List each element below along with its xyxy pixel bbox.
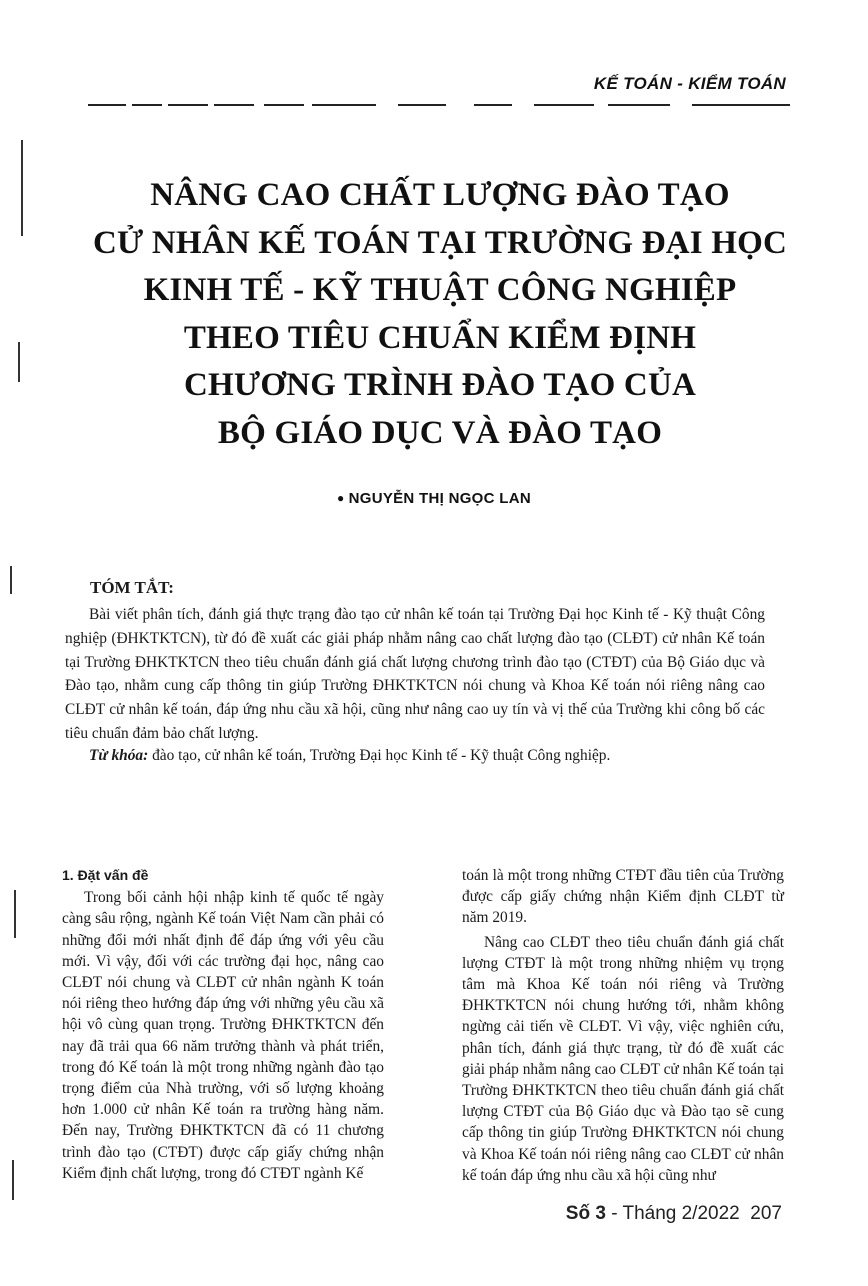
header-dash [168,104,208,106]
title-line: KINH TẾ - KỸ THUẬT CÔNG NGHIỆP [143,272,737,308]
header-dash [692,104,790,106]
margin-mark [12,1160,14,1200]
margin-mark [21,140,23,236]
author-name: NGUYỄN THỊ NGỌC LAN [348,490,531,507]
issue-label: Số 3 [565,1203,606,1224]
abstract-body [65,603,765,746]
keywords-text: đào tạo, cử nhân kế toán, Trường Đại học Kinh tế - Kỹ thuật Công nghiệp. [148,747,611,764]
margin-mark [18,342,20,382]
article-title [60,172,820,457]
margin-mark [14,890,16,938]
page-footer [566,1203,782,1225]
header-dash [534,104,594,106]
keywords-label: Từ khóa: [89,747,149,764]
issue-date: - Tháng 2/2022 [605,1203,740,1224]
header-dash [312,104,376,106]
header-dash [214,104,254,106]
header-dash [132,104,162,106]
header-dash [608,104,670,106]
body-column-left [62,865,384,1184]
keywords [89,747,610,765]
paragraph: Trong bối cảnh hội nhập kinh tế quốc tế ngày càng sâu rộng, ngành Kế toán Việt Nam cần phải có những đổi mới nhất định để đáp ứng với yêu cầu mới. Vì vậy, đối với các trường đại học, nâng cao CLĐT nói chung và CLĐT cử nhân ngành K toán nói riêng theo hướng đáp ứng với những yêu cầu xã hội vô cùng quan trọng. Trường ĐHKTKTCN đến nay đã trải qua 66 năm trưởng thành và phát triển, trong đó Kế toán là một trong những ngành đào tạo trọng điểm của Nhà trường, với số lượng khoảng hơn 1.000 cử nhân Kế toán ra trường hàng năm. Đến nay, Trường ĐHKTKTCN đã có 11 chương trình đào tạo (CTĐT) được cấp giấy chứng nhận Kiểm định chất lượng, trong đó CTĐT ngành Kế [62,889,384,1182]
bullet-icon: ● [337,491,345,505]
header-dash [88,104,126,106]
title-line: NÂNG CAO CHẤT LƯỢNG ĐÀO TẠO [150,177,730,213]
body-column-right [462,865,784,1186]
header-dash [398,104,446,106]
abstract-text: Bài viết phân tích, đánh giá thực trạng đào tạo cử nhân kế toán tại Trường Đại học Kinh tế - Kỹ thuật Công nghiệp (ĐHKTKTCN), từ đó đề xuất các giải pháp nhằm nâng cao chất lượng đào tạo (CLĐT) cử nhân Kế toán tại Trường ĐHKTKTCN theo tiêu chuẩn đánh giá chất lượng chương trình đào tạo (CTĐT) của Bộ Giáo dục và Đào tạo, nhằm cung cấp thông tin giúp Trường ĐHKTKTCN nói chung và Khoa Kế toán nói riêng nâng cao CLĐT cử nhân kế toán, đáp ứng nhu cầu xã hội, cũng như nâng cao uy tín và vị thế của Trường khi công bố các tiêu chuẩn đảm bảo chất lượng. [65,606,765,742]
margin-mark [10,566,12,594]
title-line: CHƯƠNG TRÌNH ĐÀO TẠO CỦA [183,367,697,403]
abstract-heading: TÓM TẮT: [90,578,174,597]
section-heading: 1. Đặt vấn đề [62,867,149,883]
paragraph: Nâng cao CLĐT theo tiêu chuẩn đánh giá chất lượng CTĐT là một trong những nhiệm vụ trọng tâm mà Khoa Kế toán nói riêng và Trường ĐHKTKTCN nói chung hướng tới, nhằm không ngừng cải tiến về CLĐT. Vì vậy, việc nghiên cứu, phân tích, đánh giá thực trạng, từ đó đề xuất các giải pháp nhằm nâng cao CLĐT cử nhân Kế toán tại Trường ĐHKTKTCN theo tiêu chuẩn đánh giá chất lượng CTĐT của Bộ Giáo dục và Đào tạo sẽ cung cấp thông tin giúp Trường ĐHKTKTCN nói chung và Khoa Kế toán nói riêng nâng cao CLĐT cử nhân kế toán đáp ứng nhu cầu xã hội cũng như [462,933,784,1184]
header-dash [474,104,512,106]
title-line: CỬ NHÂN KẾ TOÁN TẠI TRƯỜNG ĐẠI HỌC [92,224,788,261]
page-number: 207 [750,1203,782,1224]
header-dash [264,104,304,106]
title-line: THEO TIÊU CHUẨN KIỂM ĐỊNH [183,319,697,356]
title-line: BỘ GIÁO DỤC VÀ ĐÀO TẠO [217,414,663,451]
section-label: KẾ TOÁN - KIỂM TOÁN [593,74,786,93]
paragraph: toán là một trong những CTĐT đầu tiên của Trường được cấp giấy chứng nhận Kiểm định CLĐT từ năm 2019. [462,867,784,927]
author-line [0,490,868,507]
